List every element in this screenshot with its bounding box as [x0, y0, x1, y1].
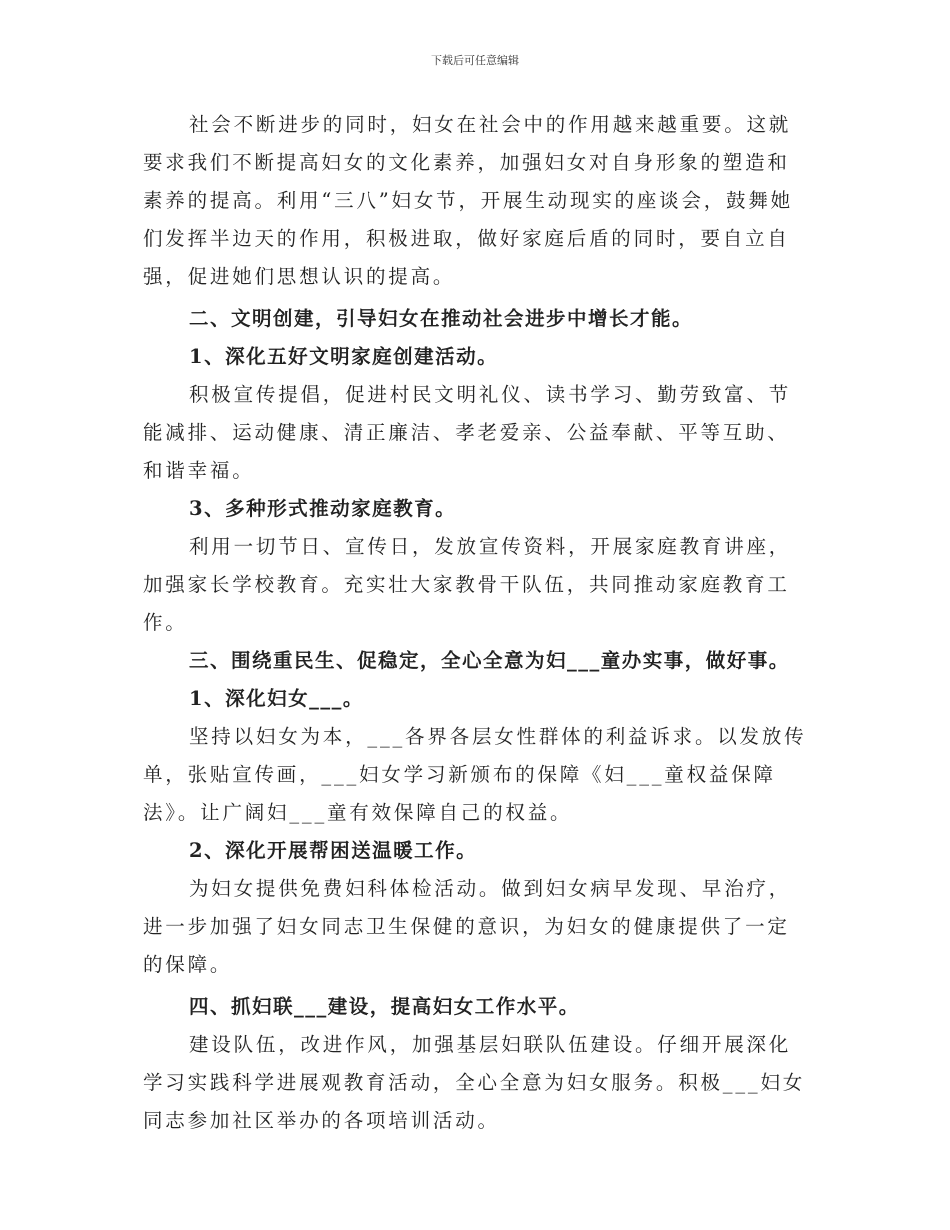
section-heading-3: 三、围绕重民生、促稳定，全心全意为妇___童办实事，做好事。	[189, 649, 790, 672]
page-header: 下载后可任意编辑	[431, 54, 519, 67]
paragraph-3-2: 为妇女提供免费妇科体检活动。做到妇女病早发现、早治疗，进一步加强了妇女同志卫生保健的意识，为妇女的健康提供了一定的保障。	[143, 877, 792, 976]
subheading-3-2: 2、深化开展帮困送温暖工作。	[189, 839, 478, 862]
paragraph-intro: 社会不断进步的同时，妇女在社会中的作用越来越重要。这就要求我们不断提高妇女的文化素养，加强妇女对自身形象的塑造和素养的提高。利用“三八”妇女节，开展生动现实的座谈会，鼓舞她们发挥半边天的作用，积极进取，做好家庭后盾的同时，要自立自强，促进她们思想认识的提高。	[143, 113, 793, 288]
subheading-2-3: 3、多种形式推动家庭教育。	[189, 497, 457, 520]
paragraph-3-1: 坚持以妇女为本，___各界各层女性群体的利益诉求。以发放传单，张贴宣传画，___妇女学习新颁布的保障《妇___童权益保障法》。让广阔妇___童有效保障自己的权益。	[143, 725, 807, 824]
section-heading-4: 四、抓妇联___建设，提高妇女工作水平。	[189, 995, 580, 1018]
subheading-3-1: 1、深化妇女___。	[189, 687, 364, 710]
document-body	[143, 106, 809, 1140]
section-heading-2: 二、文明创建，引导妇女在推动社会进步中增长才能。	[189, 307, 694, 330]
paragraph-2-1: 积极宣传提倡，促进村民文明礼仪、读书学习、勤劳致富、节能减排、运动健康、清正廉洁、孝老爱亲、公益奉献、平等互助、和谐幸福。	[143, 383, 792, 482]
subheading-2-1: 1、深化五好文明家庭创建活动。	[189, 345, 499, 368]
paragraph-2-3: 利用一切节日、宣传日，发放宣传资料，开展家庭教育讲座，加强家长学校教育。充实壮大家教骨干队伍，共同推动家庭教育工作。	[143, 535, 792, 634]
paragraph-4: 建设队伍，改进作风，加强基层妇联队伍建设。仔细开展深化学习实践科学进展观教育活动，全心全意为妇女服务。积极___妇女同志参加社区举办的各项培训活动。	[143, 1033, 806, 1132]
